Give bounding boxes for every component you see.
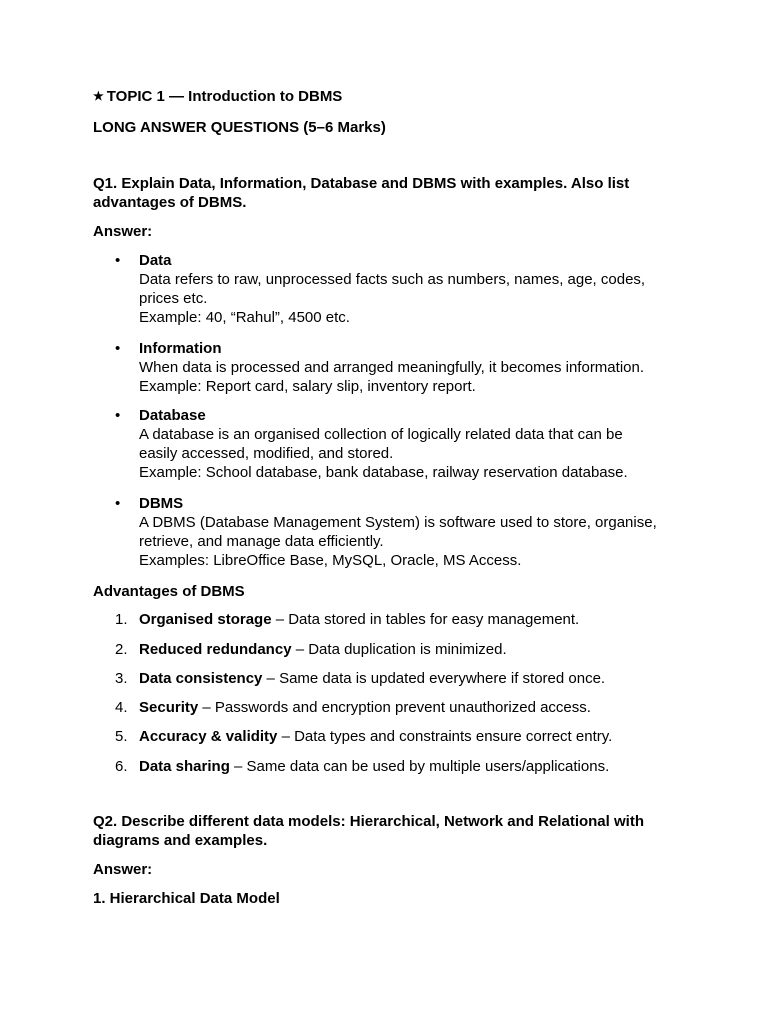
section-heading: LONG ANSWER QUESTIONS (5–6 Marks) [93,119,386,136]
list-desc: – Same data can be used by multiple users/applications. [229,758,610,775]
star-icon: ★ [93,89,104,103]
q1-question-line-2: advantages of DBMS. [93,194,247,211]
bullet-marker: • [115,495,121,512]
bullet-text: easily accessed, modified, and stored. [139,445,394,462]
list-desc: – Same data is updated everywhere if stored once. [262,670,606,687]
topic-title [93,87,342,106]
list-term: Data sharing [139,758,230,775]
list-desc: – Data types and constraints ensure correct entry. [277,728,613,745]
bullet-term: Database [139,407,206,424]
bullet-text: A DBMS (Database Management System) is software used to store, organise, [139,514,657,531]
advantages-heading: Advantages of DBMS [93,583,245,600]
list-number: 3. [115,670,128,687]
list-number: 2. [115,641,128,658]
bullet-term: DBMS [139,495,184,512]
q1-question-line-1: Q1. Explain Data, Information, Database and DBMS with examples. Also list [93,175,630,192]
bullet-example: Example: 40, “Rahul”, 4500 etc. [139,309,350,326]
bullet-text: prices etc. [139,290,208,307]
list-desc: – Passwords and encryption prevent unauthorized access. [198,699,591,716]
list-number: 1. [115,611,128,628]
bullet-term: Information [139,340,222,357]
bullet-example: Example: School database, bank database, railway reservation database. [139,464,628,481]
bullet-text: Data refers to raw, unprocessed facts such as numbers, names, age, codes, [139,271,646,288]
q2-question-line-2: diagrams and examples. [93,832,268,849]
list-number: 6. [115,758,128,775]
list-term: Reduced redundancy [139,641,292,658]
list-term: Accuracy & validity [139,728,278,745]
list-desc: – Data duplication is minimized. [291,641,507,658]
list-term: Organised storage [139,611,272,628]
bullet-example: Example: Report card, salary slip, inventory report. [139,378,476,395]
list-number: 5. [115,728,128,745]
bullet-text: A database is an organised collection of logically related data that can be [139,426,623,443]
bullet-text: When data is processed and arranged meaningfully, it becomes information. [139,359,644,376]
list-desc: – Data stored in tables for easy management. [271,611,580,628]
list-term: Security [139,699,199,716]
list-term: Data consistency [139,670,263,687]
q2-question-line-1: Q2. Describe different data models: Hierarchical, Network and Relational with [93,813,644,830]
q2-sub-heading: 1. Hierarchical Data Model [93,890,280,907]
bullet-example: Examples: LibreOffice Base, MySQL, Oracle, MS Access. [139,552,522,569]
bullet-marker: • [115,407,121,424]
bullet-term: Data [139,252,172,269]
bullet-text: retrieve, and manage data efficiently. [139,533,384,550]
list-number: 4. [115,699,128,716]
topic-title-text: TOPIC 1 — Introduction to DBMS [106,88,343,105]
q1-answer-label: Answer: [93,223,153,240]
bullet-marker: • [115,340,121,357]
q2-answer-label: Answer: [93,861,153,878]
bullet-marker: • [115,252,121,269]
